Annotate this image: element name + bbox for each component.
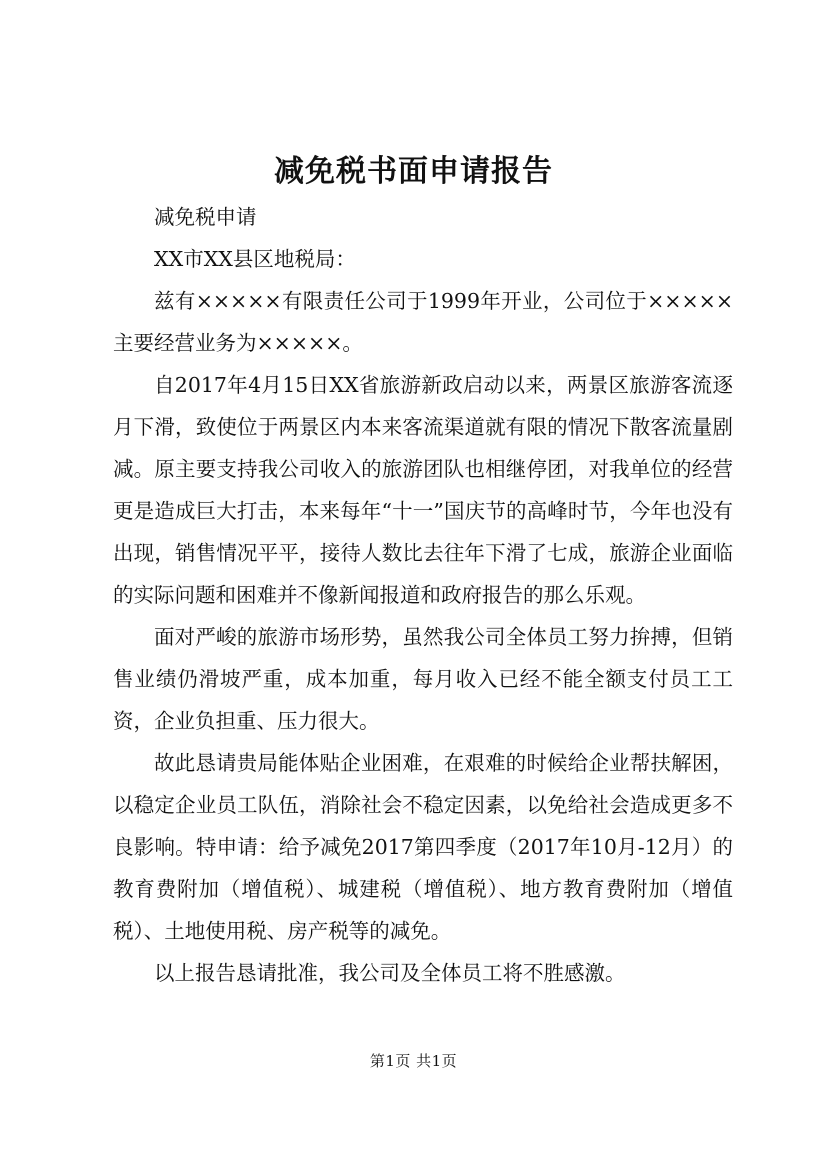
paragraph-difficulties: 面对严峻的旅游市场形势，虽然我公司全体员工努力拚搏，但销售业绩仍滑坡严重，成本加重，每月收入已经不能全额支付员工工资，企业负担重、压力很大。 bbox=[113, 625, 733, 733]
page-number-footer: 第1页 共1页 bbox=[369, 1052, 458, 1070]
document-body bbox=[113, 196, 733, 994]
paragraph-addressee: XX市XX县区地税局： bbox=[154, 247, 356, 271]
document-title: 减免税书面申请报告 bbox=[274, 154, 553, 189]
paragraph-situation: 自2017年4月15日XX省旅游新政启动以来，两景区旅游客流逐月下滑，致使位于两景区内本来客流渠道就有限的情况下散客流量剧减。原主要支持我公司收入的旅游团队也相继停团，对我单位的经营更是造成巨大打击，本来每年“十一”国庆节的高峰时节，今年也没有出现，销售情况平平，接待人数比去往年下滑了七成，旅游企业面临的实际问题和困难并不像新闻报道和政府报告的那么乐观。 bbox=[113, 373, 733, 607]
paragraph-company-intro: 兹有×××××有限责任公司于1999年开业，公司位于×××××主要经营业务为×××××。 bbox=[113, 289, 733, 355]
paragraph-subject: 减免税申请 bbox=[154, 205, 257, 229]
paragraph-request: 故此恳请贵局能体贴企业困难，在艰难的时候给企业帮扶解困，以稳定企业员工队伍，消除社会不稳定因素，以免给社会造成更多不良影响。特申请：给予减免2017第四季度（2017年10月-12月）的教育费附加（增值税）、城建税（增值税）、地方教育费附加（增值税）、土地使用税、房产税等的减免。 bbox=[113, 751, 733, 943]
paragraph-closing: 以上报告恳请批准，我公司及全体员工将不胜感激。 bbox=[154, 961, 626, 985]
